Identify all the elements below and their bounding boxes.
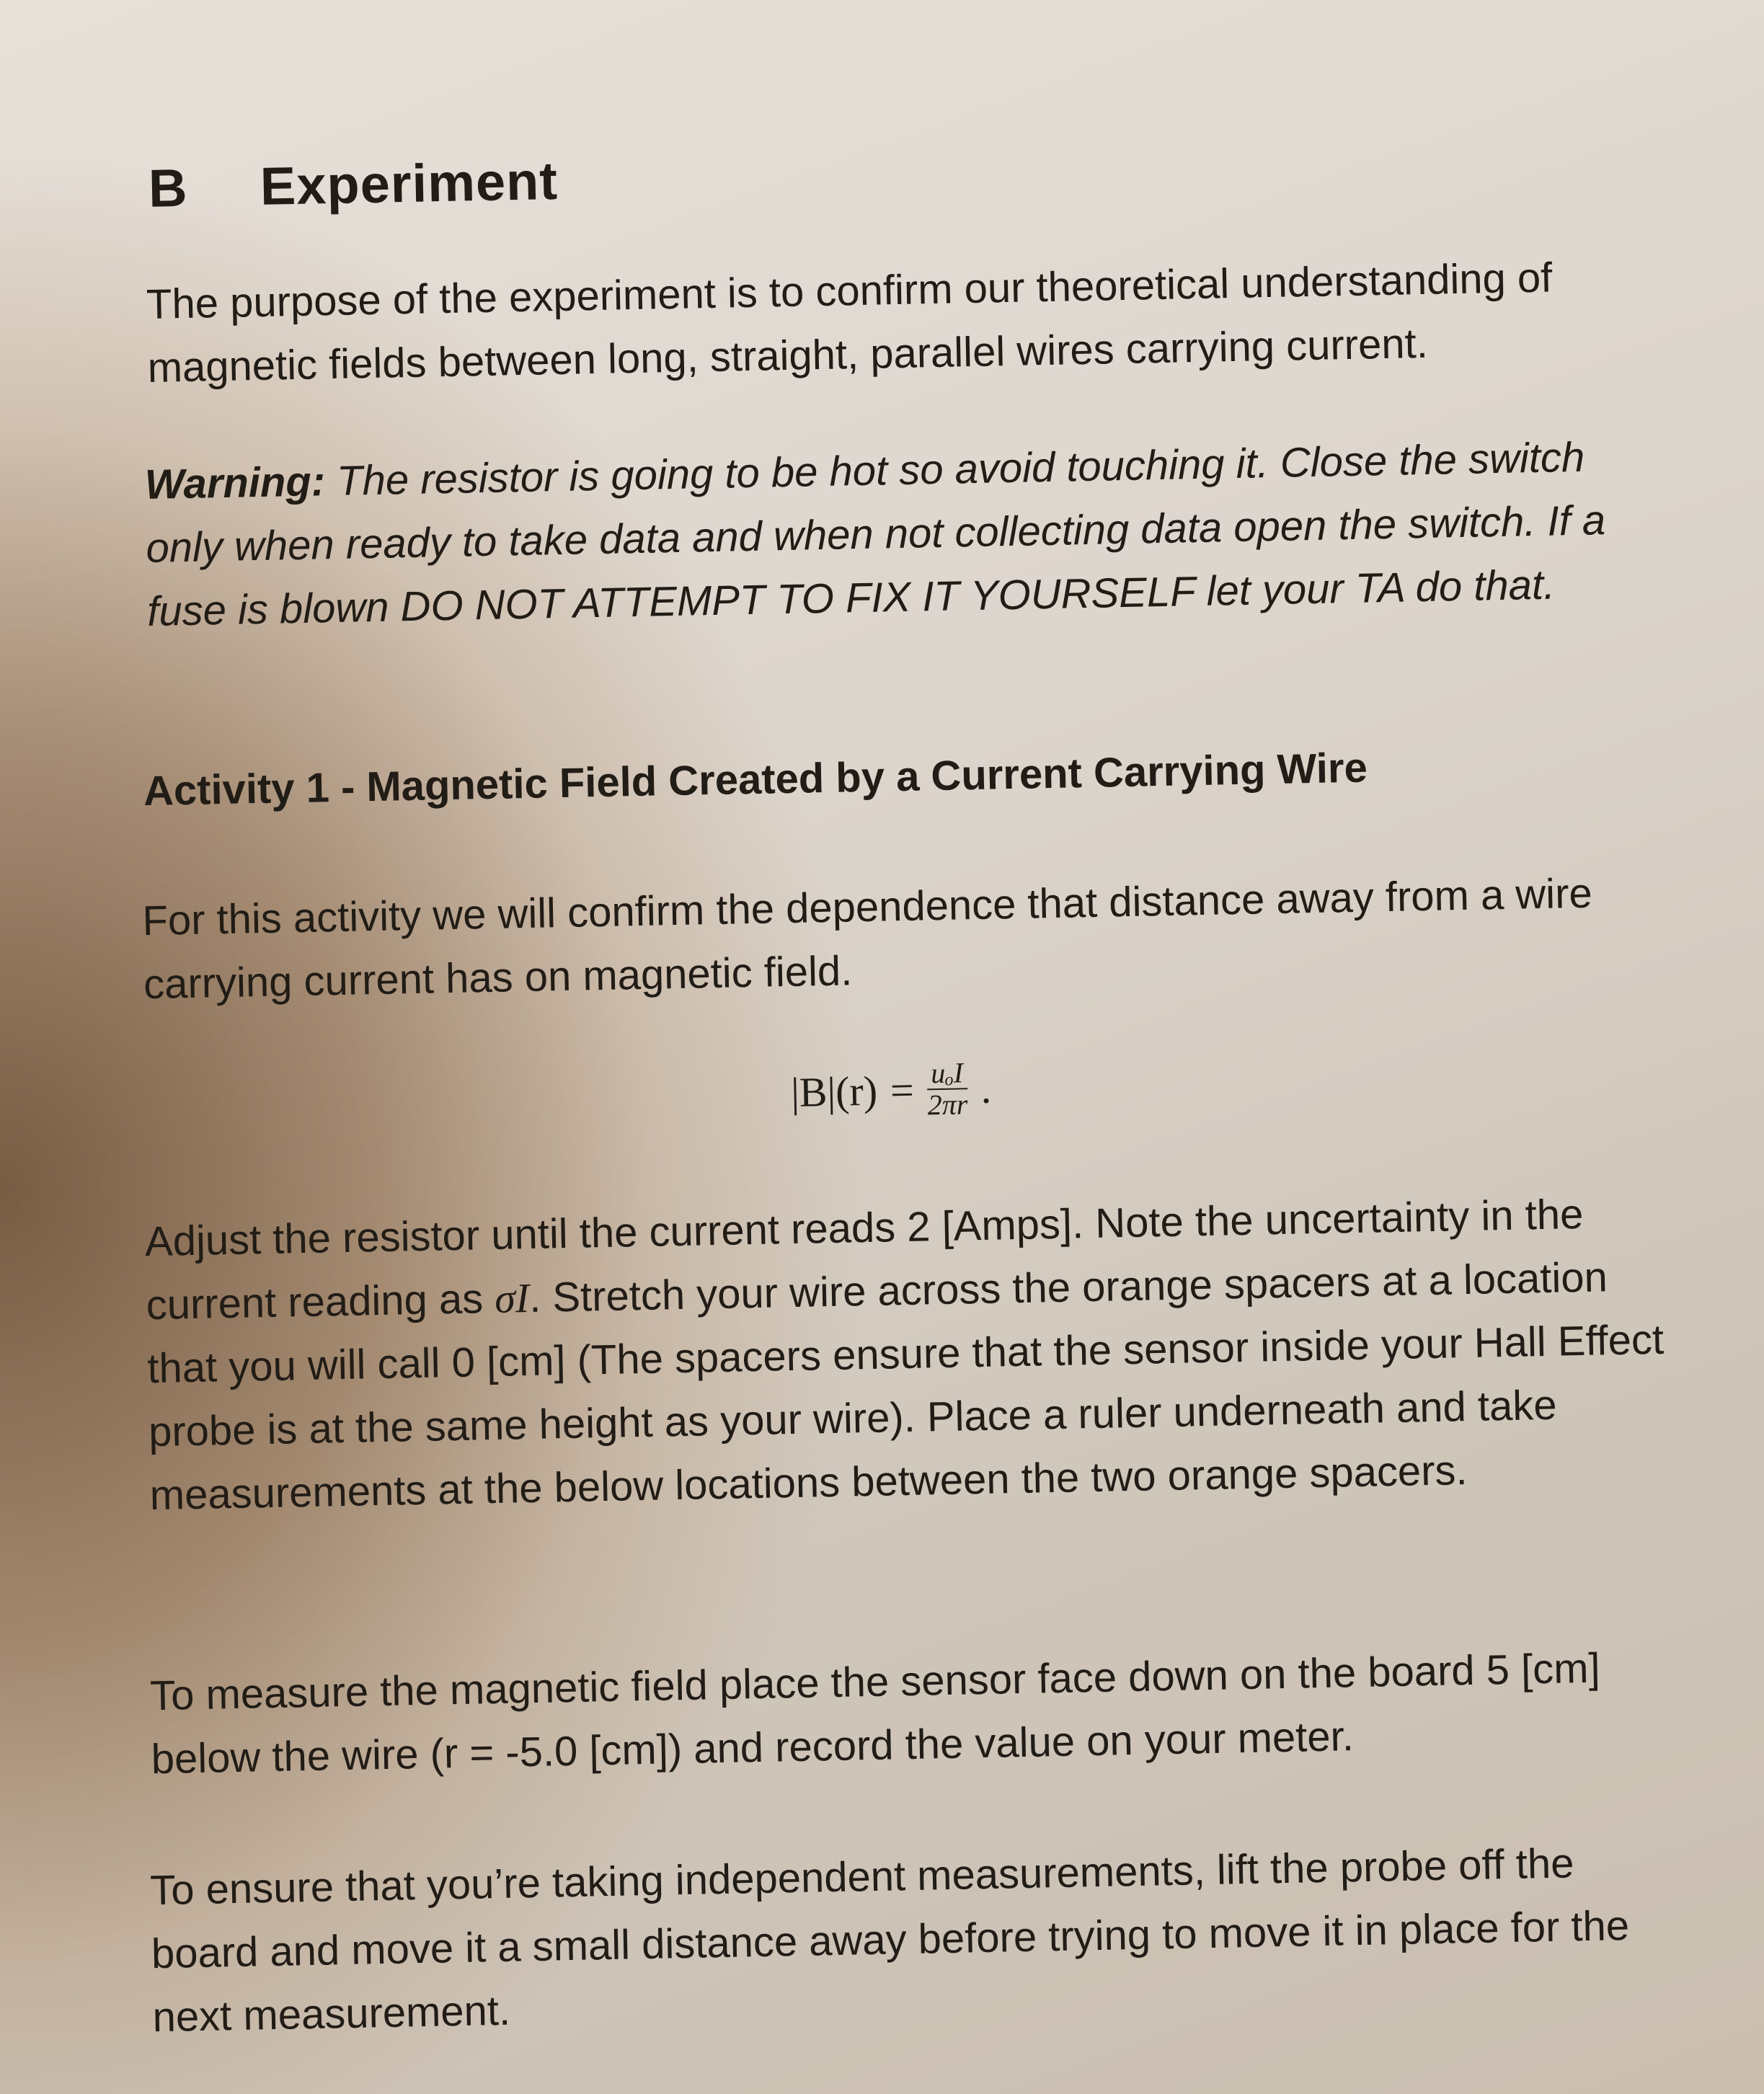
intro-paragraph: The purpose of the experiment is to confirm our theoretical understanding of magnetic fields between long, straight, parallel wires carrying current. — [146, 254, 1553, 391]
equation-denominator: 2πr — [927, 1088, 968, 1122]
equation-period: . — [980, 1065, 992, 1112]
magnetic-field-equation — [790, 1057, 991, 1123]
adjust-text-2: . Stretch your wire across the orange spacers at a location that you will call 0 [cm] (The spacers ensure that the sensor inside your Hall Effect probe is at the same height as your wire). Place a ruler underneath and take measurements at the below locations between the two orange spacers. — [146, 1254, 1665, 1520]
activity-intro-paragraph: For this activity we will confirm the dependence that distance away from a wire carrying current has on magnetic field. — [141, 869, 1593, 1008]
adjust-paragraph — [144, 1181, 1671, 1527]
warning-paragraph — [144, 425, 1669, 644]
activity-title: Activity 1 - Magnetic Field Created by a Current Carrying Wire — [143, 744, 1368, 815]
adjust-text-1: Adjust the resistor until the current reads 2 [Amps]. Note the uncertainty in the current reading as — [144, 1190, 1584, 1329]
equation-equals: = — [890, 1066, 915, 1114]
sigma-i-symbol: σI — [494, 1274, 530, 1322]
equation-fraction — [926, 1057, 968, 1120]
warning-label: Warning: — [144, 458, 326, 509]
warning-text: The resistor is going to be hot so avoid touching it. Close the switch only when ready to take data and when not collecting data open the switch. If a fuse is blown DO NOT ATTEMPT TO FIX IT YOURSELF let your TA do that. — [145, 433, 1606, 636]
equation-numerator: uₒI — [926, 1057, 968, 1090]
equation-lhs: |B|(r) — [790, 1067, 878, 1116]
ensure-paragraph: To ensure that you’re taking independent measurements, lift the probe off the board and move it a small distance away before trying to move it in place for the next measurement. — [149, 1840, 1630, 2041]
section-letter: B — [148, 157, 189, 218]
section-title: Experiment — [260, 150, 559, 216]
measure-paragraph: To measure the magnetic field place the sensor face down on the board 5 [cm] below the wire (r = -5.0 [cm]) and record the value on your meter. — [149, 1644, 1601, 1783]
section-heading — [148, 150, 559, 219]
